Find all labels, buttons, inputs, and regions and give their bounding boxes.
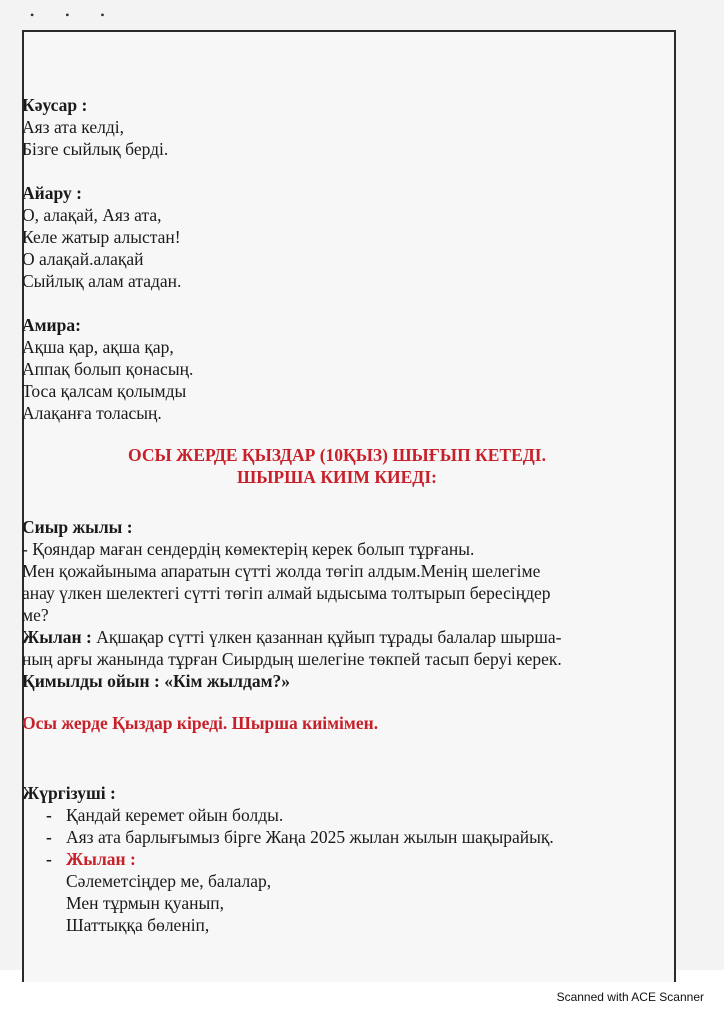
stage-direction-2-text: Осы жерде Қыздар кіреді. Шырша киімімен. [22, 713, 379, 733]
host-item-1: - Қандай керемет ойын болды. [46, 804, 652, 826]
aiaru-block [22, 182, 652, 292]
document-body [22, 60, 652, 936]
siyr-line-3: анау үлкен шелектегі сүтті төгіп алмай ыдысыма толтырып бересіңдер [22, 583, 551, 603]
zhylan-label: Жылан : [66, 849, 136, 869]
amira-line-3: Тоса қалсам қолымды [22, 381, 187, 401]
siyr-line-1: - Қояндар маған сендердің көмектерің керек болып тұрғаны. [22, 539, 475, 559]
stage-direction-1-line-1: ОСЫ ЖЕРДЕ ҚЫЗДАР (10ҚЫЗ) ШЫҒЫП КЕТЕДІ. [128, 445, 546, 465]
aiaru-line-1: О, алақай, Аяз ата, [22, 205, 162, 225]
siyr-line-2: Мен қожайыныма апаратын сүтті жолда төгіп алдым.Менің шелегіме [22, 561, 541, 581]
host-list [22, 804, 652, 870]
stage-direction-1-line-2: ШЫРША КИІМ КИЕДІ: [237, 467, 437, 487]
amira-line-4: Алақанға толасың. [22, 403, 162, 423]
aiaru-line-4: Сыйлық алам атадан. [22, 271, 182, 291]
poem-line-1: Сәлеметсіңдер ме, балалар, [66, 871, 272, 891]
zhylan-instruction-line-1 [22, 626, 622, 648]
kausar-block [22, 94, 652, 160]
stage-direction-2 [22, 712, 652, 734]
siyr-line-4: ме? [22, 605, 49, 625]
amira-line-2: Аппақ болып қонасың. [22, 359, 194, 379]
speaker-zhylan: Жылан : [22, 627, 92, 647]
poem-line-2: Мен тұрмын қуанып, [66, 893, 224, 913]
kausar-line-2: Бізге сыйлық берді. [22, 139, 169, 159]
host-item-zhylan [46, 848, 652, 870]
poem-line-3: Шаттыққа бөленіп, [66, 915, 210, 935]
speaker-amira: Амира: [22, 315, 81, 335]
speaker-siyr: Сиыр жылы : [22, 517, 133, 537]
speaker-aiaru: Айару : [22, 183, 82, 203]
game-title: Қимылды ойын : «Кім жылдам?» [22, 671, 291, 691]
zhylan-poem [22, 870, 652, 936]
aiaru-line-3: О алақай.алақай [22, 249, 144, 269]
speaker-host: Жүргізуші : [22, 783, 116, 803]
speaker-kausar: Кәусар : [22, 95, 88, 115]
amira-block [22, 314, 652, 424]
aiaru-line-2: Келе жатыр алыстан! [22, 227, 181, 247]
scanner-watermark: Scanned with ACE Scanner [556, 990, 704, 1004]
stage-direction-1 [22, 444, 652, 488]
host-block [22, 782, 652, 936]
zhylan-instruction-text-1: Ақшақар сүтті үлкен қазаннан құйып тұрады балалар шырша- [91, 627, 562, 647]
scan-specks: • • • [30, 8, 119, 22]
kausar-line-1: Аяз ата келді, [22, 117, 125, 137]
amira-line-1: Ақша қар, ақша қар, [22, 337, 174, 357]
host-item-2: - Аяз ата барлығымыз бірге Жаңа 2025 жылан жылын шақырайық. [46, 826, 652, 848]
zhylan-instruction-line-2: ның арғы жанында тұрған Сиырдың шелегіне төкпей тасып беруі керек. [22, 649, 562, 669]
siyr-block [22, 516, 622, 692]
